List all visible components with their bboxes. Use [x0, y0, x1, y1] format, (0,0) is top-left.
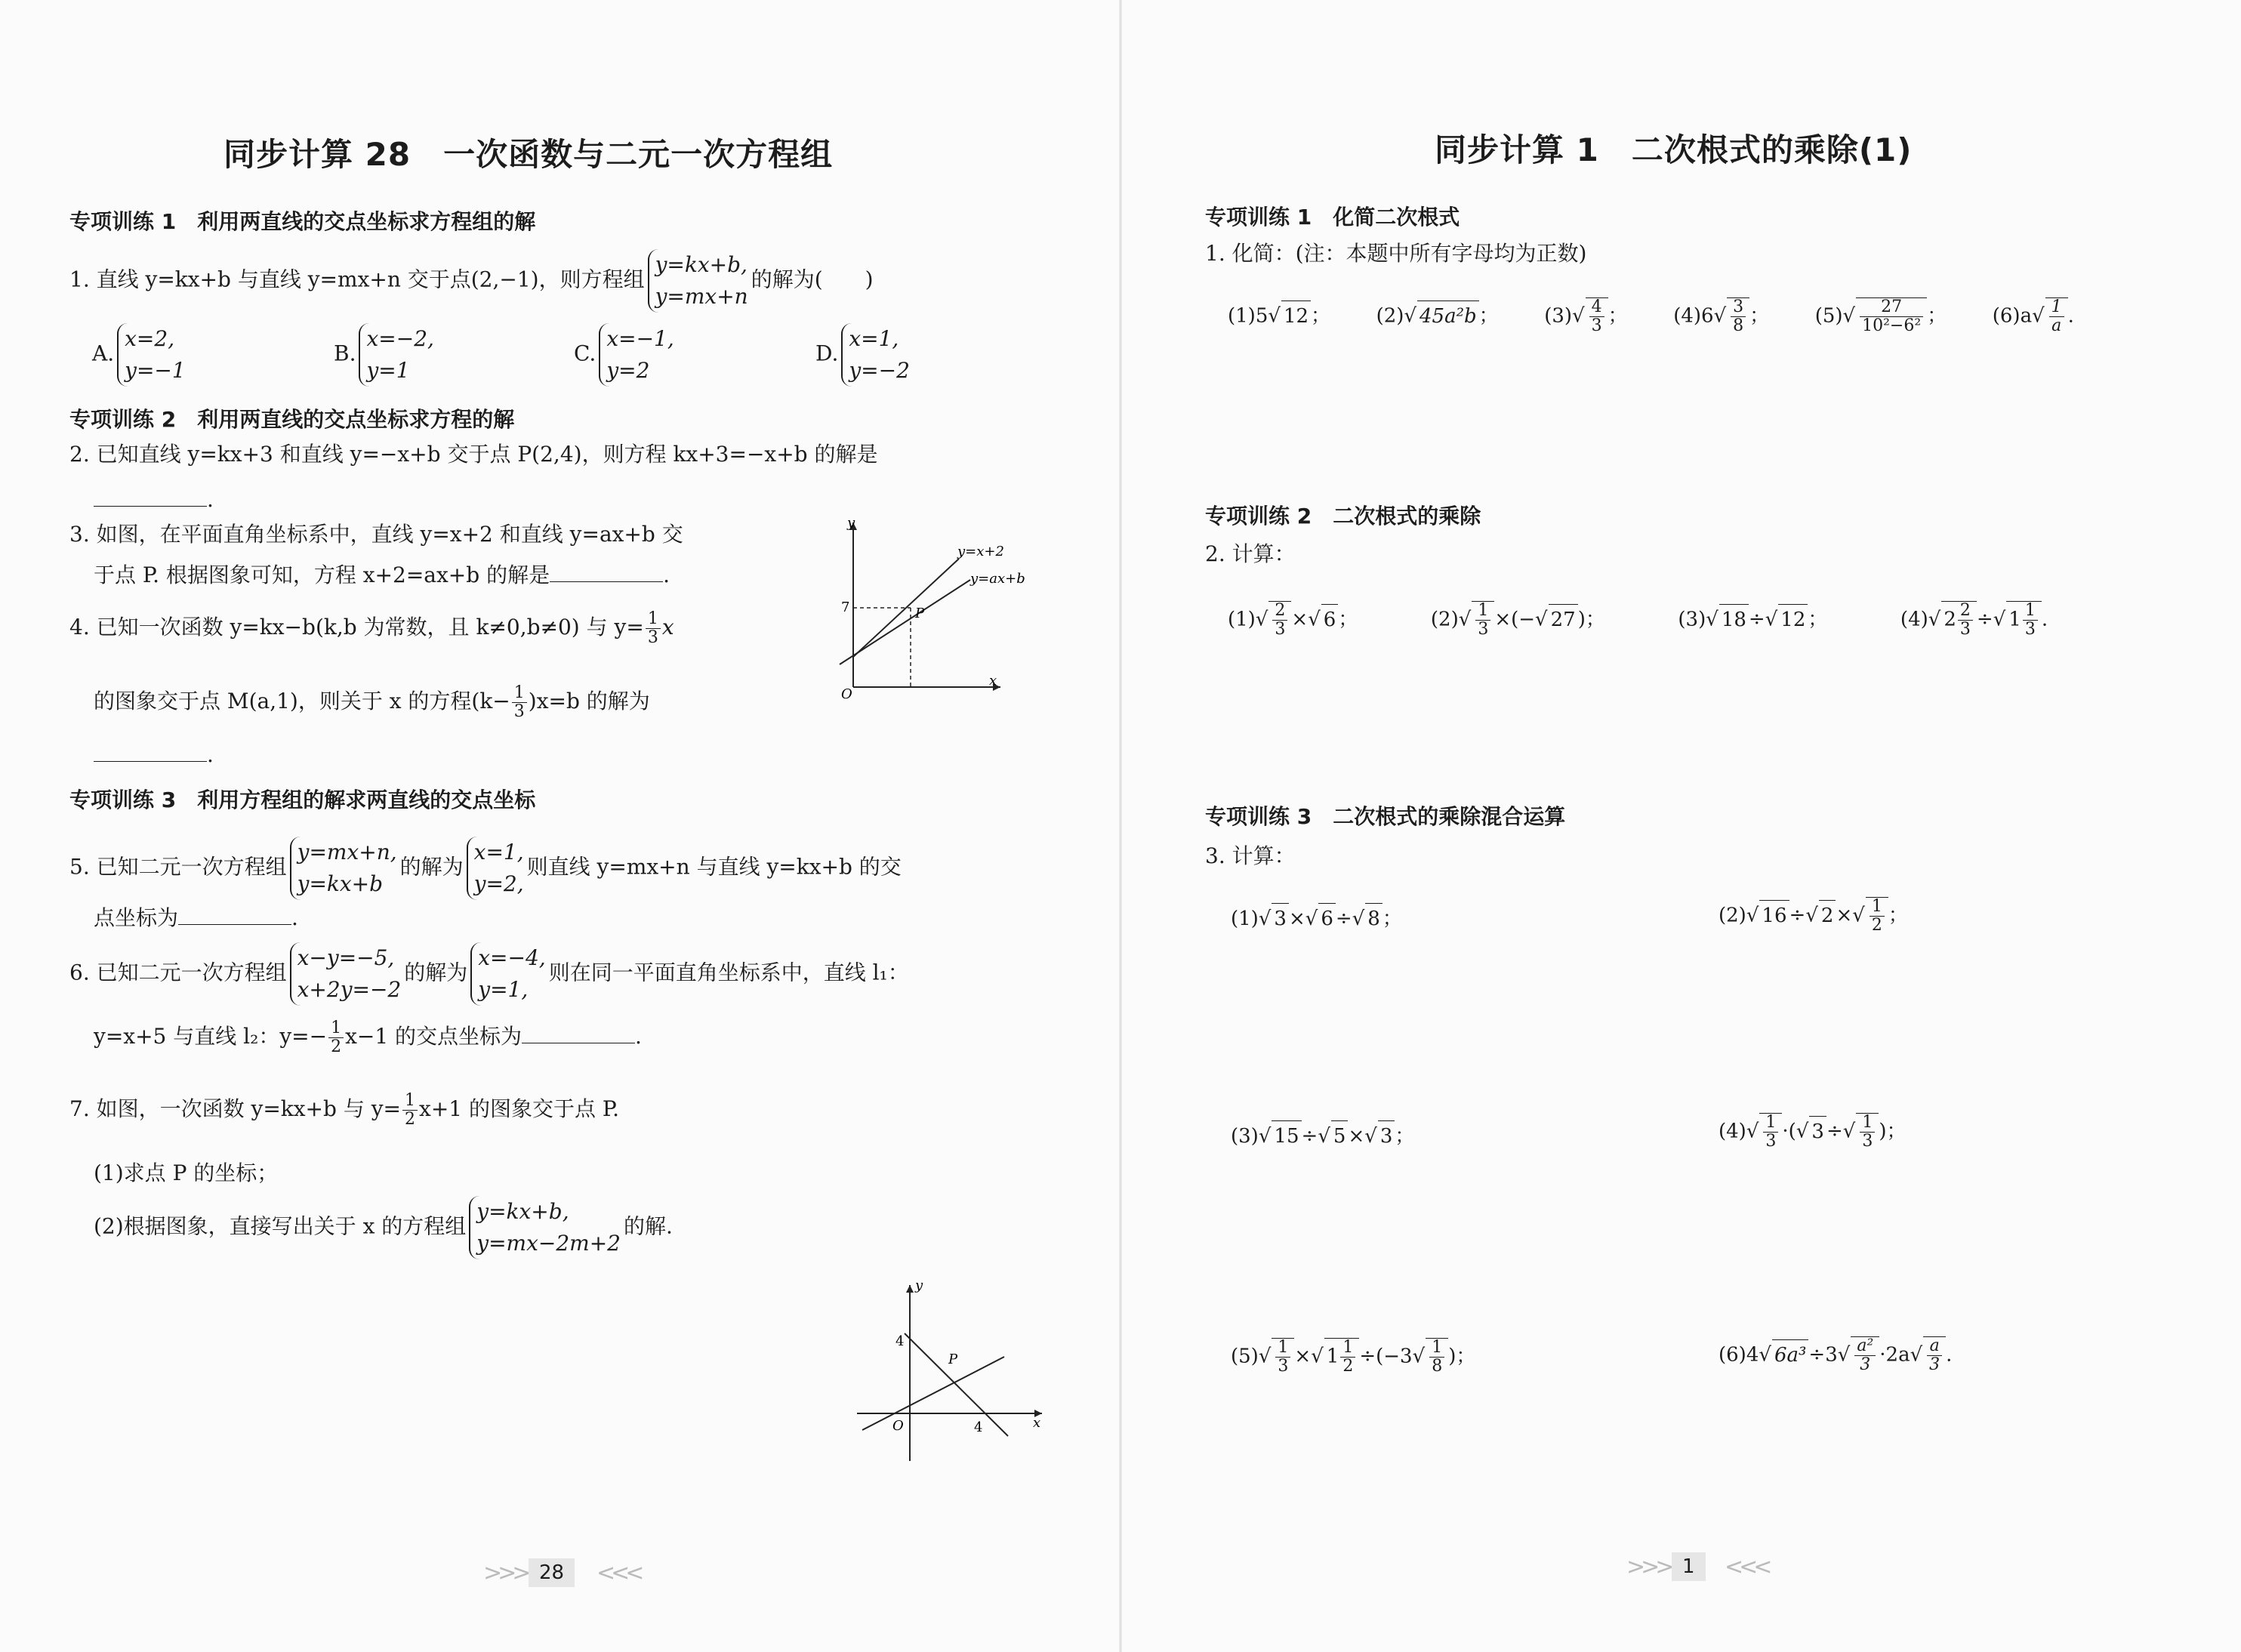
- question-3: 3. 计算：: [1205, 843, 1296, 868]
- origin-label: O: [892, 1418, 904, 1434]
- option-b: B. x=−2, y=1: [334, 323, 437, 387]
- page-number: 1: [1672, 1552, 1706, 1581]
- y-intercept-label: 4: [895, 1333, 905, 1349]
- page-number: 28: [529, 1558, 575, 1587]
- answer-blank: .: [94, 740, 214, 770]
- question-6-line2: y=x+5 与直线 l₂：y=− $\frac{1}{2}$ x−1 的交点坐标为 .: [94, 1019, 642, 1056]
- graph-question-7: [853, 1276, 1050, 1465]
- y-axis-label: y: [915, 1278, 923, 1293]
- graph-question-3: [831, 513, 1025, 702]
- origin-label: O: [841, 686, 852, 702]
- question-3-item-2: (2)√ 16 ÷√ 2 ×√ $\frac{1}{2}$ ；: [1719, 897, 1908, 935]
- left-page: [0, 0, 1120, 1652]
- right-page: [1120, 0, 2241, 1652]
- section-heading-2: 专项训练 2 利用两直线的交点坐标求方程的解: [69, 407, 515, 432]
- question-3-line1: 3. 如图，在平面直角坐标系中，直线 y=x+2 和直线 y=ax+b 交: [69, 522, 683, 547]
- question-1-items: (1)5√ 12 ； (2)√ 45a²b ； (3)√ $\frac{4}{3}$ ； (4)6√ $\frac{3}{8}$ ； (5)√ $\frac{27}{\text{10²−6²}}$ ； (6)a√ $\frac{1}{a}$ .: [1228, 297, 2074, 335]
- question-3-item-6: (6)4√ 6a³ ÷3√ $\frac{\text{a²}}{3}$ ·2a√ $\frac{a}{3}$ .: [1719, 1336, 1953, 1374]
- chevron-right-icon: >>>: [483, 1560, 527, 1586]
- question-2: 2. 计算：: [1205, 541, 1296, 566]
- section-heading-1: 专项训练 1 利用两直线的交点坐标求方程组的解: [69, 209, 536, 234]
- question-3-item-1: (1)√ 3 ×√ 6 ÷√ 8 ；: [1231, 903, 1402, 934]
- point-p-label: P: [948, 1351, 958, 1367]
- question-4-line1: 4. 已知一次函数 y=kx−b(k,b 为常数，且 k≠0,b≠0) 与 y= $\frac{1}{3}$ x: [69, 609, 674, 647]
- section-heading-1: 专项训练 1 化简二次根式: [1205, 205, 1460, 230]
- chevron-left-icon: <<<: [596, 1560, 640, 1586]
- line-1-label: y=x+2: [957, 544, 1004, 559]
- question-1: 1. 化简：(注：本题中所有字母均为正数): [1205, 241, 1587, 266]
- question-4-line2: 的图象交于点 M(a,1)，则关于 x 的方程(k− $\frac{1}{3}$ )x=b 的解为: [94, 683, 650, 721]
- line-2-label: y=ax+b: [970, 571, 1025, 587]
- question-6-line1: 6. 已知二元一次方程组 x−y=−5, x+2y=−2 的解为 x=−4, y=1, 则在同一平面直角坐标系中，直线 l₁：: [69, 942, 909, 1006]
- question-3-item-3: (3)√ 15 ÷√ 5 ×√ 3 ；: [1231, 1120, 1414, 1151]
- y-axis-label: y: [847, 515, 855, 531]
- equation-system: y=kx+b, y=mx+n: [648, 249, 748, 313]
- question-3-item-5: (5)√ $\frac{1}{3}$ ×√ 1 $\frac{1}{2}$ ÷(−3√ $\frac{1}{8}$ )；: [1231, 1338, 1476, 1376]
- section-heading-3: 专项训练 3 利用方程组的解求两直线的交点坐标: [69, 787, 536, 812]
- section-heading-2: 专项训练 2 二次根式的乘除: [1205, 504, 1481, 529]
- x-axis-label: x: [989, 673, 997, 689]
- x-intercept-label: 4: [974, 1419, 983, 1435]
- answer-blank: .: [94, 485, 214, 515]
- x-axis-label: x: [1033, 1415, 1041, 1431]
- question-1: 1. 直线 y=kx+b 与直线 y=mx+n 交于点(2,−1)，则方程组 y=kx+b, y=mx+n 的解为( ): [69, 249, 874, 313]
- section-heading-3: 专项训练 3 二次根式的乘除混合运算: [1205, 804, 1566, 829]
- option-a: A. x=2, y=−1: [92, 323, 189, 387]
- chevron-left-icon: <<<: [1725, 1554, 1768, 1580]
- question-7-part-1: (1)求点 P 的坐标；: [94, 1160, 279, 1185]
- y-value-label: 7: [841, 599, 850, 615]
- question-7-part-2: (2)根据图象，直接写出关于 x 的方程组 y=kx+b, y=mx−2m+2 的解.: [94, 1196, 673, 1259]
- page-title: 同步计算 1 二次根式的乘除(1): [1435, 131, 1913, 168]
- option-d: D. x=1, y=−2: [815, 323, 913, 387]
- page-title: 同步计算 28 一次函数与二元一次方程组: [223, 136, 834, 173]
- question-7: 7. 如图，一次函数 y=kx+b 与 y= $\frac{1}{2}$ x+1 的图象交于点 P.: [69, 1091, 619, 1129]
- question-3-line2: 于点 P. 根据图象可知，方程 x+2=ax+b 的解是 .: [94, 562, 670, 587]
- question-3-item-4: (4)√ $\frac{1}{3}$ ·(√ 3 ÷√ $\frac{1}{3}$ )；: [1719, 1113, 1907, 1151]
- chevron-right-icon: >>>: [1626, 1554, 1670, 1580]
- question-2: 2. 已知直线 y=kx+3 和直线 y=−x+b 交于点 P(2,4)，则方程 kx+3=−x+b 的解是: [69, 442, 878, 467]
- question-5-line1: 5. 已知二元一次方程组 y=mx+n, y=kx+b 的解为 x=1, y=2, 则直线 y=mx+n 与直线 y=kx+b 的交: [69, 837, 902, 900]
- question-2-items: (1)√ $\frac{2}{3}$ ×√ 6 ； (2)√ $\frac{1}{3}$ ×(−√ 27 )； (3)√ 18 ÷√ 12 ； (4)√ 2 $\frac{2}{3}$ ÷√ 1 $\frac{1}{3}$ .: [1228, 601, 2048, 639]
- option-c: C. x=−1, y=2: [574, 323, 677, 387]
- question-5-line2: 点坐标为 .: [94, 905, 298, 930]
- point-p-label: P: [915, 606, 925, 621]
